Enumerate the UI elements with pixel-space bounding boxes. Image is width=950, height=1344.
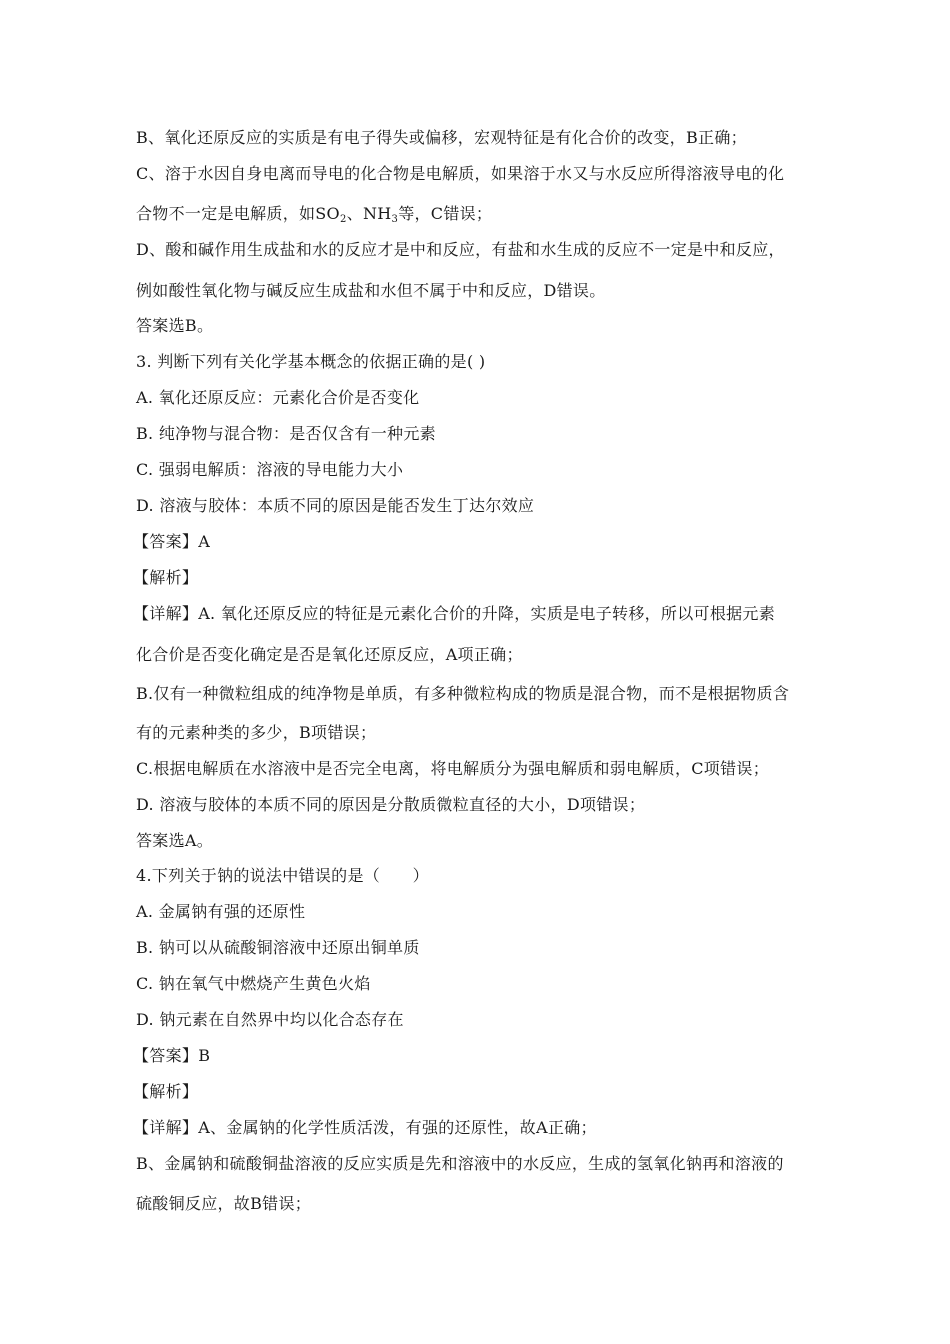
subscript: 3 bbox=[391, 214, 399, 225]
text-line: B、金属钠和硫酸铜盐溶液的反应实质是先和溶液中的水反应，生成的氢氧化钠再和溶液的 bbox=[136, 1154, 784, 1173]
option-a: A. 氧化还原反应：元素化合价是否变化 bbox=[136, 388, 420, 407]
text-line: B.仅有一种微粒组成的纯净物是单质，有多种微粒构成的物质是混合物，而不是根据物质含 bbox=[136, 684, 790, 703]
text-line: B、氧化还原反应的实质是有电子得失或偏移，宏观特征是有化合价的改变，B正确； bbox=[136, 128, 747, 147]
option-a: A. 金属钠有强的还原性 bbox=[136, 902, 306, 921]
text-line: C、溶于水因自身电离而导电的化合物是电解质，如果溶于水又与水反应所得溶液导电的化 bbox=[136, 164, 785, 183]
text-line: 化合价是否变化确定是否是氧化还原反应，A项正确； bbox=[136, 645, 523, 664]
answer-label: 【答案】A bbox=[133, 532, 211, 551]
text-line: 硫酸铜反应，故B错误； bbox=[136, 1194, 312, 1213]
question-title: 3. 判断下列有关化学基本概念的依据正确的是( ) bbox=[136, 352, 486, 371]
option-b: B. 钠可以从硫酸铜溶液中还原出铜单质 bbox=[136, 938, 420, 957]
text-line: 例如酸性氧化物与碱反应生成盐和水但不属于中和反应，D错误。 bbox=[136, 281, 606, 300]
analysis-label: 【解析】 bbox=[133, 568, 199, 587]
text-segment: 等，C错误； bbox=[398, 204, 493, 223]
answer-label: 【答案】B bbox=[133, 1046, 211, 1065]
text-line-with-formula bbox=[136, 204, 492, 224]
text-line: 答案选B。 bbox=[136, 316, 214, 335]
text-line: 【详解】A、金属钠的化学性质活泼，有强的还原性，故A正确； bbox=[133, 1118, 597, 1137]
question-title: 4.下列关于钠的说法中错误的是（ ） bbox=[136, 866, 429, 885]
text-segment: 合物不一定是电解质，如SO bbox=[136, 204, 340, 223]
option-d: D. 钠元素在自然界中均以化合态存在 bbox=[136, 1010, 404, 1029]
option-b: B. 纯净物与混合物：是否仅含有一种元素 bbox=[136, 424, 436, 443]
text-line: 答案选A。 bbox=[136, 831, 214, 850]
text-line: C.根据电解质在水溶液中是否完全电离，将电解质分为强电解质和弱电解质，C项错误； bbox=[136, 759, 770, 778]
analysis-label: 【解析】 bbox=[133, 1082, 199, 1101]
text-line: D. 溶液与胶体的本质不同的原因是分散质微粒直径的大小，D项错误； bbox=[136, 795, 646, 814]
option-c: C. 强弱电解质：溶液的导电能力大小 bbox=[136, 460, 404, 479]
subscript: 2 bbox=[339, 214, 347, 225]
option-d: D. 溶液与胶体：本质不同的原因是能否发生丁达尔效应 bbox=[136, 496, 535, 515]
text-line: 有的元素种类的多少，B项错误； bbox=[136, 723, 377, 742]
text-segment: 、NH bbox=[346, 204, 392, 223]
text-line: 【详解】A. 氧化还原反应的特征是元素化合价的升降，实质是电子转移，所以可根据元素 bbox=[133, 604, 776, 623]
text-line: D、酸和碱作用生成盐和水的反应才是中和反应，有盐和水生成的反应不一定是中和反应， bbox=[136, 240, 785, 259]
option-c: C. 钠在氧气中燃烧产生黄色火焰 bbox=[136, 974, 371, 993]
